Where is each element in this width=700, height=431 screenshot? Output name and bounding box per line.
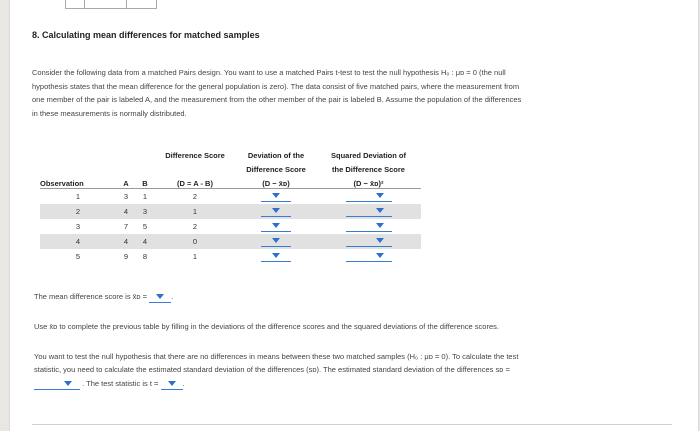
chevron-down-icon bbox=[156, 294, 164, 299]
test-paragraph-line3: . The test statistic is t = . bbox=[34, 378, 185, 390]
chevron-down-icon bbox=[168, 381, 176, 386]
chevron-down-icon bbox=[272, 208, 280, 213]
cell-difference: 0 bbox=[154, 234, 236, 249]
header-difference-formula: (D = A - B) bbox=[177, 179, 213, 188]
squared-deviation-dropdown[interactable] bbox=[346, 205, 392, 217]
matched-pairs-table bbox=[40, 146, 421, 264]
header-deviation: Deviation of the bbox=[247, 151, 305, 160]
header-squared-deviation: Squared Deviation of bbox=[330, 151, 406, 160]
header-deviation-line2: Difference Score bbox=[246, 165, 306, 174]
deviation-dropdown[interactable] bbox=[261, 205, 291, 217]
squared-deviation-dropdown[interactable] bbox=[346, 220, 392, 232]
table-row bbox=[40, 249, 421, 264]
mean-difference-dropdown[interactable] bbox=[149, 291, 171, 303]
test-statistic-label: . The test statistic is t = bbox=[82, 378, 159, 388]
chevron-down-icon bbox=[272, 238, 280, 243]
std-deviation-dropdown[interactable] bbox=[34, 378, 80, 390]
paragraph-line: in these measurements is normally distributed. bbox=[32, 108, 187, 118]
deviation-dropdown[interactable] bbox=[261, 235, 291, 247]
table-row bbox=[40, 219, 421, 234]
question-page bbox=[10, 0, 698, 431]
chevron-down-icon bbox=[64, 381, 72, 386]
top-tab-bar bbox=[65, 0, 157, 9]
deviation-dropdown[interactable] bbox=[261, 220, 291, 232]
test-statistic-dropdown[interactable] bbox=[161, 378, 183, 390]
squared-deviation-dropdown[interactable] bbox=[346, 250, 392, 262]
squared-deviation-dropdown[interactable] bbox=[346, 190, 392, 202]
bottom-divider bbox=[32, 424, 672, 425]
cell-observation: 5 bbox=[75, 251, 81, 261]
cell-difference: 1 bbox=[192, 251, 198, 261]
chevron-down-icon bbox=[376, 223, 384, 228]
cell-b: 8 bbox=[142, 251, 148, 261]
mean-difference-line: The mean difference score is x̄ᴅ = . bbox=[34, 291, 173, 303]
cell-a: 3 bbox=[116, 189, 136, 204]
cell-a: 9 bbox=[123, 251, 129, 261]
header-difference-score: Difference Score bbox=[165, 151, 225, 160]
question-paragraph bbox=[32, 66, 632, 120]
cell-observation: 2 bbox=[40, 204, 116, 219]
paragraph-line: Consider the following data from a matched Pairs design. You want to use a matched Pairs t-test to test the null hypothesis H₀ : μᴅ = 0 (the null bbox=[32, 68, 506, 77]
chevron-down-icon bbox=[272, 193, 280, 198]
cell-difference: 2 bbox=[154, 189, 236, 204]
cell-a: 7 bbox=[123, 221, 129, 231]
squared-deviation-dropdown[interactable] bbox=[346, 235, 392, 247]
cell-b: 4 bbox=[136, 234, 154, 249]
mean-difference-label: The mean difference score is x̄ᴅ = bbox=[34, 291, 148, 301]
question-title: 8. Calculating mean differences for matched samples bbox=[32, 30, 260, 40]
cell-observation: 4 bbox=[40, 234, 116, 249]
header-observation: Observation bbox=[40, 179, 84, 188]
header-b: B bbox=[142, 179, 148, 188]
chevron-down-icon bbox=[376, 193, 384, 198]
chevron-down-icon bbox=[376, 238, 384, 243]
paragraph-line: hypothesis states that the mean difference for the general population is zero). The data consist of five matched pairs, where the measurement from bbox=[32, 81, 520, 91]
cell-observation: 3 bbox=[75, 221, 81, 231]
cell-difference: 2 bbox=[192, 221, 198, 231]
cell-difference: 1 bbox=[154, 204, 236, 219]
cell-a: 4 bbox=[116, 204, 136, 219]
deviation-dropdown[interactable] bbox=[261, 190, 291, 202]
cell-a: 4 bbox=[116, 234, 136, 249]
deviation-dropdown[interactable] bbox=[261, 250, 291, 262]
cell-b: 5 bbox=[142, 221, 148, 231]
chevron-down-icon bbox=[376, 208, 384, 213]
header-a: A bbox=[123, 179, 129, 188]
cell-b: 1 bbox=[136, 189, 154, 204]
paragraph-line: one member of the pair is labeled A, and the measurement from the other member of the pair is labeled B. Assume the population of the differences bbox=[32, 95, 522, 104]
chevron-down-icon bbox=[272, 223, 280, 228]
table-row bbox=[40, 204, 421, 219]
test-paragraph-line1: You want to test the null hypothesis that there are no differences in means between these two matched samples (H₀ : μᴅ = 0). To calculate the test bbox=[34, 352, 519, 361]
cell-observation: 1 bbox=[40, 189, 116, 204]
chevron-down-icon bbox=[376, 253, 384, 258]
table-row bbox=[40, 189, 421, 204]
table-row bbox=[40, 234, 421, 249]
chevron-down-icon bbox=[272, 253, 280, 258]
header-deviation-formula: (D − x̄ᴅ) bbox=[262, 179, 290, 188]
cell-b: 3 bbox=[136, 204, 154, 219]
test-paragraph-line2: statistic, you need to calculate the estimated standard deviation of the differences (sᴅ). The estimated standard deviation of the differences sᴅ = bbox=[34, 365, 510, 374]
header-squared-line2: the Difference Score bbox=[332, 165, 405, 174]
header-squared-formula: (D − x̄ᴅ)² bbox=[353, 179, 384, 188]
instruction-line: Use x̄ᴅ to complete the previous table by filling in the deviations of the difference scores and the squared deviations of the difference scores. bbox=[34, 322, 499, 331]
